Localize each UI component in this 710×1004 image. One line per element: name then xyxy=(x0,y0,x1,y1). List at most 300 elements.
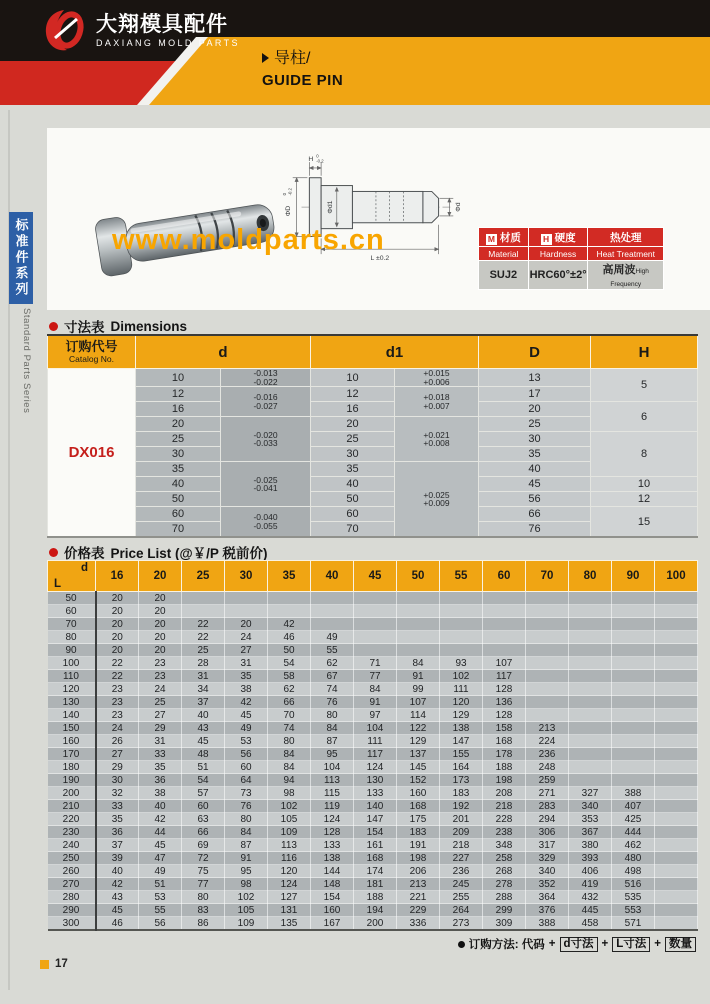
dim-D-value: 40 xyxy=(479,462,591,477)
price-cell: 63 xyxy=(182,813,225,826)
price-cell: 53 xyxy=(139,891,182,904)
price-cell: 20 xyxy=(139,631,182,644)
price-cell: 273 xyxy=(440,917,483,931)
price-row xyxy=(48,748,698,761)
price-cell xyxy=(268,605,311,618)
price-cell: 87 xyxy=(225,839,268,852)
price-cell xyxy=(526,592,569,605)
price-cell xyxy=(612,631,655,644)
price-cell: 138 xyxy=(440,722,483,735)
price-cell xyxy=(311,618,354,631)
price-cell xyxy=(655,670,698,683)
price-cell: 75 xyxy=(182,865,225,878)
price-cell xyxy=(655,618,698,631)
price-col-header: 70 xyxy=(526,561,569,592)
price-l-value: 280 xyxy=(48,891,96,904)
price-cell: 84 xyxy=(311,722,354,735)
price-cell xyxy=(612,657,655,670)
price-cell: 124 xyxy=(354,761,397,774)
price-cell: 84 xyxy=(354,683,397,696)
tolerance-line: +0.015 xyxy=(423,368,450,378)
price-cell xyxy=(655,878,698,891)
dim-d-value: 40 xyxy=(136,477,221,492)
brand-name-cn: 大翔模具配件 xyxy=(96,13,228,36)
price-cell: 62 xyxy=(268,683,311,696)
price-cell xyxy=(354,631,397,644)
dim-d-value: 30 xyxy=(136,447,221,462)
price-l-value: 100 xyxy=(48,657,96,670)
price-cell: 26 xyxy=(96,735,139,748)
dim-label-h-tol-top: 0 xyxy=(316,153,319,159)
price-cell: 86 xyxy=(182,917,225,931)
price-table xyxy=(47,560,698,931)
price-cell: 102 xyxy=(225,891,268,904)
dim-d-tolerance xyxy=(221,507,311,538)
price-col-header: 50 xyxy=(397,561,440,592)
tolerance-line: +0.008 xyxy=(423,438,450,448)
price-cell: 129 xyxy=(440,709,483,722)
price-cell: 27 xyxy=(96,748,139,761)
price-cell: 104 xyxy=(354,722,397,735)
price-cell xyxy=(655,709,698,722)
price-cell xyxy=(655,657,698,670)
price-cell: 22 xyxy=(96,657,139,670)
price-cell: 206 xyxy=(397,865,440,878)
price-cell: 60 xyxy=(225,761,268,774)
price-cell: 174 xyxy=(354,865,397,878)
price-cell: 55 xyxy=(311,644,354,657)
price-l-value: 160 xyxy=(48,735,96,748)
price-cell: 20 xyxy=(96,644,139,657)
price-cell xyxy=(354,592,397,605)
price-cell: 152 xyxy=(397,774,440,787)
dim-d1-tolerance xyxy=(395,369,479,387)
dim-label-length: L ±0.2 xyxy=(370,254,390,262)
price-cell xyxy=(612,592,655,605)
price-cell xyxy=(397,644,440,657)
price-cell xyxy=(612,644,655,657)
tolerance-line: -0.040 xyxy=(253,512,278,522)
price-cell: 35 xyxy=(225,670,268,683)
price-cell: 178 xyxy=(483,748,526,761)
price-cell: 259 xyxy=(526,774,569,787)
price-cell xyxy=(225,605,268,618)
price-cell xyxy=(612,605,655,618)
price-cell: 340 xyxy=(526,865,569,878)
price-cell xyxy=(655,865,698,878)
price-cell: 145 xyxy=(397,761,440,774)
price-l-value: 130 xyxy=(48,696,96,709)
price-col-header: 60 xyxy=(483,561,526,592)
price-l-value: 240 xyxy=(48,839,96,852)
price-cell: 57 xyxy=(182,787,225,800)
price-cell xyxy=(182,605,225,618)
price-cell: 432 xyxy=(569,891,612,904)
price-cell: 23 xyxy=(96,683,139,696)
price-cell: 95 xyxy=(225,865,268,878)
price-cell: 69 xyxy=(182,839,225,852)
dim-d1-value: 40 xyxy=(311,477,395,492)
price-cell: 73 xyxy=(225,787,268,800)
dim-d1-value: 16 xyxy=(311,402,395,417)
price-cell xyxy=(612,722,655,735)
material-header-en: Material xyxy=(479,247,529,261)
price-cell: 183 xyxy=(440,787,483,800)
price-cell xyxy=(526,709,569,722)
price-cell xyxy=(397,631,440,644)
price-cell: 458 xyxy=(569,917,612,931)
price-cell: 25 xyxy=(182,644,225,657)
price-cell: 393 xyxy=(569,852,612,865)
dim-d-value: 16 xyxy=(136,402,221,417)
price-tbody xyxy=(48,592,698,931)
price-cell: 80 xyxy=(268,735,311,748)
price-cell: 47 xyxy=(139,852,182,865)
material-header-cn: M 材质 xyxy=(479,228,529,247)
price-cell: 111 xyxy=(440,683,483,696)
price-cell: 388 xyxy=(612,787,655,800)
price-cell xyxy=(397,605,440,618)
price-section-title xyxy=(49,542,267,562)
tolerance-line: -0.033 xyxy=(253,438,278,448)
dim-d-value: 60 xyxy=(136,507,221,522)
price-cell: 105 xyxy=(268,813,311,826)
badge-m-icon: M xyxy=(487,233,495,244)
dim-D-value: 20 xyxy=(479,402,591,417)
price-cell: 120 xyxy=(440,696,483,709)
yellow-square-icon xyxy=(40,960,49,969)
price-cell: 425 xyxy=(612,813,655,826)
price-cell: 84 xyxy=(268,761,311,774)
price-cell xyxy=(655,852,698,865)
price-cell xyxy=(655,644,698,657)
price-cell: 54 xyxy=(182,774,225,787)
price-cell: 198 xyxy=(397,852,440,865)
price-cell: 33 xyxy=(96,800,139,813)
price-row xyxy=(48,839,698,852)
price-cell: 102 xyxy=(440,670,483,683)
price-l-value: 60 xyxy=(48,605,96,618)
price-cell: 46 xyxy=(268,631,311,644)
price-cell: 24 xyxy=(139,683,182,696)
price-cell xyxy=(612,709,655,722)
material-value: SUJ2 xyxy=(479,261,529,290)
hardness-header-cn: H 硬度 xyxy=(528,228,588,247)
price-cell: 33 xyxy=(139,748,182,761)
price-cell: 155 xyxy=(440,748,483,761)
dim-d-value: 12 xyxy=(136,387,221,402)
price-l-value: 250 xyxy=(48,852,96,865)
material-table xyxy=(478,227,664,290)
watermark-text: www.moldparts.cn xyxy=(112,224,385,256)
dim-d1-tolerance xyxy=(395,462,479,538)
tolerance-line: -0.020 xyxy=(253,429,278,440)
price-cell: 35 xyxy=(96,813,139,826)
dimensions-tbody xyxy=(48,369,698,538)
price-cell: 91 xyxy=(397,670,440,683)
material-header-en-row xyxy=(479,247,664,261)
price-cell: 20 xyxy=(96,592,139,605)
price-cell: 51 xyxy=(139,878,182,891)
price-cell: 55 xyxy=(139,904,182,917)
price-row xyxy=(48,722,698,735)
dim-H-value: 15 xyxy=(591,507,698,538)
price-cell: 20 xyxy=(139,644,182,657)
price-cell: 23 xyxy=(139,670,182,683)
price-cell: 388 xyxy=(526,917,569,931)
price-cell xyxy=(526,618,569,631)
price-cell: 137 xyxy=(397,748,440,761)
tolerance-line: +0.009 xyxy=(423,498,450,508)
dim-d1-value: 30 xyxy=(311,447,395,462)
price-row xyxy=(48,631,698,644)
price-cell: 105 xyxy=(225,904,268,917)
price-cell: 309 xyxy=(483,917,526,931)
price-cell xyxy=(655,761,698,774)
price-cell xyxy=(526,696,569,709)
price-cell: 236 xyxy=(440,865,483,878)
price-col-header: 45 xyxy=(354,561,397,592)
price-row xyxy=(48,709,698,722)
price-cell: 367 xyxy=(569,826,612,839)
dim-label-D-tol-bottom: -0.2 xyxy=(287,187,293,196)
price-cell: 445 xyxy=(569,904,612,917)
price-cell: 25 xyxy=(139,696,182,709)
price-cell xyxy=(655,592,698,605)
price-cell: 24 xyxy=(96,722,139,735)
price-cell: 80 xyxy=(311,709,354,722)
price-cell: 175 xyxy=(397,813,440,826)
price-row xyxy=(48,787,698,800)
price-cell xyxy=(526,657,569,670)
price-cell: 53 xyxy=(225,735,268,748)
price-cell: 148 xyxy=(311,878,354,891)
dim-H-value: 5 xyxy=(591,369,698,402)
price-cell: 49 xyxy=(139,865,182,878)
price-cell: 167 xyxy=(311,917,354,931)
price-cell xyxy=(612,618,655,631)
price-cell: 56 xyxy=(225,748,268,761)
price-cell: 83 xyxy=(182,904,225,917)
price-cell: 40 xyxy=(139,800,182,813)
price-cell: 161 xyxy=(354,839,397,852)
price-row xyxy=(48,657,698,670)
price-cell xyxy=(655,722,698,735)
price-cell: 24 xyxy=(225,631,268,644)
price-cell: 516 xyxy=(612,878,655,891)
price-cell: 419 xyxy=(569,878,612,891)
price-cell: 51 xyxy=(182,761,225,774)
price-cell: 77 xyxy=(182,878,225,891)
tolerance-line: +0.007 xyxy=(423,400,450,411)
price-cell: 22 xyxy=(182,618,225,631)
price-l-value: 260 xyxy=(48,865,96,878)
price-cell: 43 xyxy=(96,891,139,904)
price-cell xyxy=(655,748,698,761)
price-l-value: 180 xyxy=(48,761,96,774)
price-cell: 340 xyxy=(569,800,612,813)
material-value-row xyxy=(479,261,664,290)
price-cell xyxy=(655,904,698,917)
price-row xyxy=(48,878,698,891)
price-cell xyxy=(569,592,612,605)
price-cell: 99 xyxy=(397,683,440,696)
price-cell: 36 xyxy=(96,826,139,839)
price-cell: 31 xyxy=(139,735,182,748)
price-cell: 119 xyxy=(311,800,354,813)
price-cell: 94 xyxy=(268,774,311,787)
tolerance-line: -0.055 xyxy=(253,520,278,531)
product-title-cn: 导柱/ xyxy=(274,50,311,67)
dim-H-value: 6 xyxy=(591,402,698,432)
price-cell xyxy=(483,618,526,631)
price-cell xyxy=(569,709,612,722)
dim-label-D-tol-top: 0 xyxy=(281,192,287,196)
price-cell xyxy=(354,618,397,631)
series-label-en: Standard Parts Series xyxy=(21,308,32,414)
dim-label-D: ΦD xyxy=(284,205,292,217)
dimensions-section-title xyxy=(49,316,187,336)
tolerance-line: -0.027 xyxy=(253,400,278,411)
col-header-H: H xyxy=(591,335,698,369)
price-cell xyxy=(569,657,612,670)
price-col-header: 16 xyxy=(96,561,139,592)
price-cell: 329 xyxy=(526,852,569,865)
dimensions-row xyxy=(48,477,698,492)
price-cell: 376 xyxy=(526,904,569,917)
col-header-d1: d1 xyxy=(311,335,479,369)
dim-d-value: 20 xyxy=(136,417,221,432)
price-cell: 49 xyxy=(311,631,354,644)
price-cell: 571 xyxy=(612,917,655,931)
page-number xyxy=(40,958,68,970)
price-cell: 380 xyxy=(569,839,612,852)
price-cell: 288 xyxy=(483,891,526,904)
price-corner-cell xyxy=(48,561,96,592)
dim-d-value: 10 xyxy=(136,369,221,387)
price-cell: 336 xyxy=(397,917,440,931)
price-cell: 20 xyxy=(225,618,268,631)
price-col-header: 55 xyxy=(440,561,483,592)
price-cell: 130 xyxy=(354,774,397,787)
price-cell: 27 xyxy=(139,709,182,722)
col-header-d: d xyxy=(136,335,311,369)
price-cell xyxy=(569,696,612,709)
price-row xyxy=(48,670,698,683)
page-header xyxy=(0,0,710,105)
price-cell xyxy=(225,592,268,605)
dim-H-value: 10 xyxy=(591,477,698,492)
dim-d1-value: 60 xyxy=(311,507,395,522)
price-cell: 40 xyxy=(182,709,225,722)
price-l-value: 290 xyxy=(48,904,96,917)
red-bullet-icon xyxy=(49,322,58,331)
price-cell: 264 xyxy=(440,904,483,917)
price-cell xyxy=(440,592,483,605)
price-cell: 168 xyxy=(483,735,526,748)
dim-D-value: 56 xyxy=(479,492,591,507)
price-cell: 258 xyxy=(483,852,526,865)
price-cell: 22 xyxy=(182,631,225,644)
price-cell xyxy=(483,605,526,618)
price-cell xyxy=(569,618,612,631)
price-row xyxy=(48,826,698,839)
price-cell: 124 xyxy=(311,813,354,826)
price-cell: 56 xyxy=(139,917,182,931)
price-cell xyxy=(440,618,483,631)
tolerance-line: +0.025 xyxy=(423,489,450,500)
price-cell: 209 xyxy=(440,826,483,839)
price-cell: 306 xyxy=(526,826,569,839)
price-l-value: 220 xyxy=(48,813,96,826)
dimensions-table xyxy=(47,334,698,538)
price-cell xyxy=(354,644,397,657)
price-cell: 20 xyxy=(96,605,139,618)
price-cell: 224 xyxy=(526,735,569,748)
tolerance-line: -0.016 xyxy=(253,392,278,402)
price-col-header: 40 xyxy=(311,561,354,592)
price-row xyxy=(48,891,698,904)
price-cell: 43 xyxy=(182,722,225,735)
tolerance-line: +0.021 xyxy=(423,429,450,440)
price-cell: 352 xyxy=(526,878,569,891)
price-cell xyxy=(655,683,698,696)
price-cell: 29 xyxy=(96,761,139,774)
price-cell: 42 xyxy=(96,878,139,891)
price-cell: 66 xyxy=(268,696,311,709)
price-cell xyxy=(569,644,612,657)
price-cell: 34 xyxy=(182,683,225,696)
price-l-value: 270 xyxy=(48,878,96,891)
order-token-qty: 数量 xyxy=(665,937,696,952)
price-cell: 299 xyxy=(483,904,526,917)
price-cell: 74 xyxy=(311,683,354,696)
price-cell: 48 xyxy=(182,748,225,761)
price-cell xyxy=(612,670,655,683)
heat-value: 高周波High Frequency xyxy=(588,261,664,290)
dimensions-row xyxy=(48,402,698,417)
price-cell: 107 xyxy=(397,696,440,709)
price-cell: 62 xyxy=(311,657,354,670)
price-cell: 36 xyxy=(139,774,182,787)
price-cell: 84 xyxy=(268,748,311,761)
dimensions-row xyxy=(48,507,698,522)
price-cell xyxy=(440,644,483,657)
price-cell: 364 xyxy=(526,891,569,904)
triangle-marker-icon xyxy=(262,53,269,63)
price-cell: 553 xyxy=(612,904,655,917)
price-cell: 160 xyxy=(397,787,440,800)
price-cell xyxy=(526,644,569,657)
price-cell xyxy=(569,722,612,735)
price-l-value: 70 xyxy=(48,618,96,631)
material-header-row xyxy=(479,228,664,247)
price-cell: 42 xyxy=(139,813,182,826)
price-cell: 28 xyxy=(182,657,225,670)
price-cell: 183 xyxy=(397,826,440,839)
dim-H-value: 12 xyxy=(591,492,698,507)
dim-D-value: 17 xyxy=(479,387,591,402)
price-col-header: 80 xyxy=(569,561,612,592)
col-header-D: D xyxy=(479,335,591,369)
price-cell: 188 xyxy=(483,761,526,774)
price-cell: 45 xyxy=(225,709,268,722)
dim-d-value: 70 xyxy=(136,522,221,538)
price-cell: 45 xyxy=(139,839,182,852)
dim-d1-value: 70 xyxy=(311,522,395,538)
dim-d-tolerance xyxy=(221,417,311,462)
price-cell: 37 xyxy=(96,839,139,852)
